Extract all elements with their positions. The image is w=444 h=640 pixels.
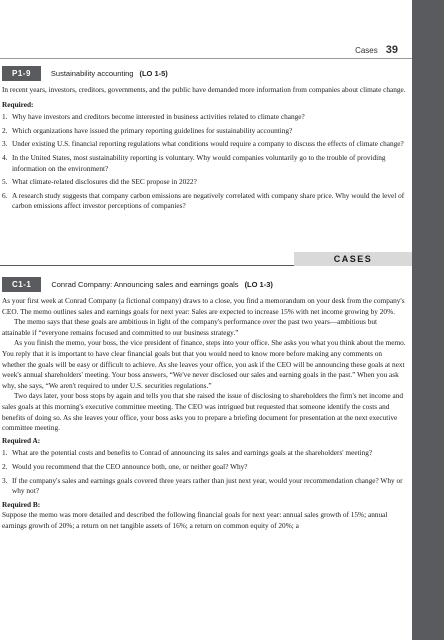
section-name: Cases	[355, 46, 378, 55]
page-number: 39	[385, 44, 398, 56]
required-b-label: Required B:	[2, 499, 41, 509]
case-questions-a	[2, 448, 407, 496]
problem-intro: In recent years, investors, creditors, governments, and the public have demanded more information from companies about climate change.	[2, 85, 406, 94]
problem-body	[2, 85, 407, 215]
case-title: Conrad Company: Announcing sales and earnings goals	[51, 280, 239, 289]
case-paragraph: The memo says that these goals are ambitious in light of the company's performance over the past two years—ambitious but attainable if “everyone remains focused and committed to our business strategy.”	[2, 317, 378, 337]
case-paragraph: As your first week at Conrad Company (a fictional company) draws to a close, you find a memorandum on your desk from the company's CEO. The memo outlines sales and earnings goals for next year: Sales are expected to increase 15% with net income growing by 20%.	[2, 296, 405, 316]
case-badge: C1-1	[2, 277, 41, 292]
list-item: 3. If the company's sales and earnings goals covered three years rather than just next year, would your recommendation change? Why or why not?	[2, 475, 403, 496]
problem-heading	[2, 66, 168, 81]
case-lo: (LO 1-3)	[244, 280, 273, 289]
list-item: 4. In the United States, most sustainability reporting is voluntary. Why would companies voluntarily go to the trouble of providing information on the environment?	[2, 152, 386, 173]
list-item: 3. Under existing U.S. financial reporting regulations what conditions would require a company to discuss the effects of climate change?	[2, 139, 404, 149]
required-a-label: Required A:	[2, 435, 41, 445]
list-item: 2. Would you recommend that the CEO announce both, one, or neither goal? Why?	[2, 461, 248, 471]
case-heading	[2, 277, 273, 292]
list-item: 1. What are the potential costs and benefits to Conrad of announcing its sales and earnings goals at the shareholders' meeting?	[2, 448, 373, 458]
case-body	[2, 296, 407, 531]
list-item: 2. Which organizations have issued the primary reporting guidelines for sustainability accounting?	[2, 125, 293, 135]
list-item: 5. What climate-related disclosures did the SEC propose in 2022?	[2, 177, 197, 187]
cases-label: CASES	[294, 252, 412, 266]
case-paragraph-b: Suppose the memo was more detailed and described the following financial goals for next year: annual sales growth of 15%; annual earnings growth of 20%; a return on net tangible assets of 16%; a return on common equity of 20%; a	[2, 510, 388, 530]
running-header	[355, 44, 398, 56]
problem-badge: P1-9	[2, 66, 41, 81]
cases-section-bar	[0, 252, 412, 266]
case-paragraph: Two days later, your boss stops by again and tells you that she raised the issue of disclosing to shareholders the firm's net income and sales goals at this morning's executive committee meeting. The CEO was intrigued but requested that someone identify the costs and benefits of doing so. As she leaves your office, your boss asks you to prepare a briefing document for presentation at the next executive committee meeting.	[2, 391, 403, 433]
problem-questions	[2, 112, 407, 212]
list-item: 6. A research study suggests that company carbon emissions are negatively correlated with company share price. Why would the level of carbon emissions affect investor perceptions of companies?	[2, 190, 405, 211]
case-paragraph: As you finish the memo, your boss, the vice president of finance, steps into your office. She asks you what you think about the memo. You reply that it is important to have clear financial goals but that you would need to know more before making any comments on whether the goals will be easy or difficult to achieve. As she leaves your office, you ask if the CEO will be announcing these goals at next week's annual shareholders' meeting. Your boss answers, “We've never disclosed our sales and earning goals in the past.” When you ask why, she says, “We aren't required to under U.S. securities regulations.”	[2, 338, 406, 390]
list-item: 1. Why have investors and creditors become interested in business activities related to climate change?	[2, 112, 305, 122]
problem-lo: (LO 1-5)	[139, 69, 168, 78]
problem-title: Sustainability accounting	[50, 69, 134, 78]
page-edge-tab	[412, 0, 444, 640]
header-rule	[0, 58, 412, 59]
required-label: Required:	[2, 99, 34, 109]
